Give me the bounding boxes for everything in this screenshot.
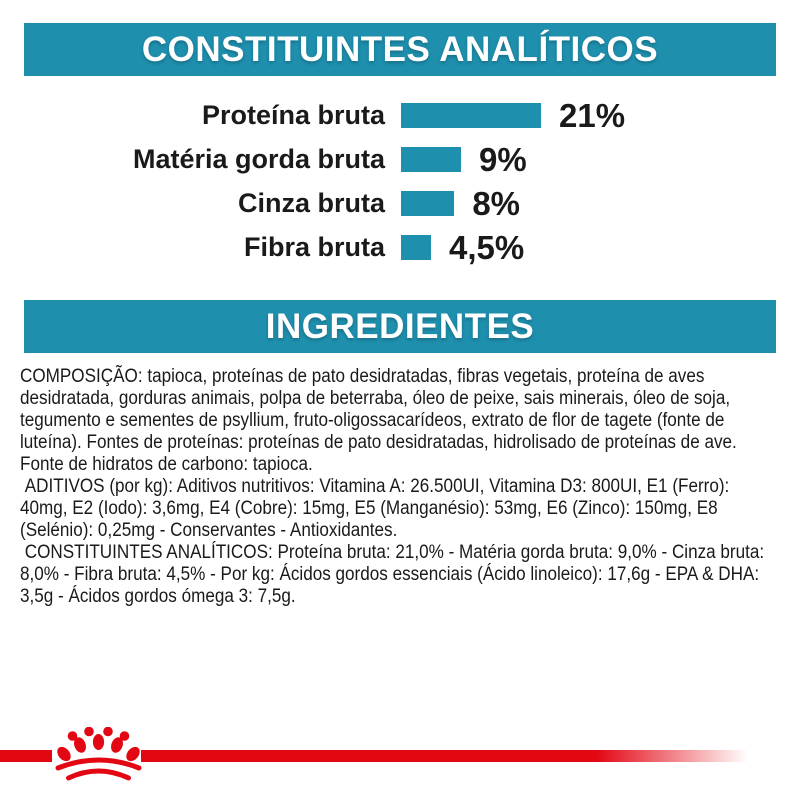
analytical-paragraph: CONSTITUINTES ANALÍTICOS: Proteína bruta: 21,0% - Matéria gorda bruta: 9,0% - Cinza bruta: 8,0% - Fibra bruta: 4,5% - Por kg: Ácidos gordos essenciais (Ácido linoleico): 17,6g - EPA & DHA: 3,5g - Ácidos gordos ómega 3: 7,5g. — [20, 542, 769, 607]
chart-row — [0, 140, 800, 178]
royal-canin-crown-icon — [55, 727, 143, 781]
bar — [401, 103, 541, 128]
ingredients-text-block — [20, 366, 781, 608]
chart-row — [0, 228, 800, 266]
ingredients-banner — [24, 300, 776, 353]
bar — [401, 147, 461, 172]
bar-value-label: 8% — [472, 184, 521, 222]
bar-category-label: Fibra bruta — [243, 232, 385, 262]
additives-paragraph: ADITIVOS (por kg): Aditivos nutritivos: Vitamina A: 26.500UI, Vitamina D3: 800UI, E1 (Ferro): 40mg, E2 (Iodo): 3,6mg, E4 (Cobre): 15mg, E5 (Manganésio): 53mg, E6 (Zinco): 150mg, E8 (Selénio): 0,25mg - Conservantes - Antioxidantes. — [20, 476, 735, 541]
composition-paragraph: COMPOSIÇÃO: tapioca, proteínas de pato desidratadas, fibras vegetais, proteína de aves desidratada, gorduras animais, polpa de beterraba, óleo de peixe, sais minerais, óleo de soja, tegumento e sementes de psyllium, fruto-oligossacarídeos, extrato de flor de tagete (fonte de luteína). Fontes de proteínas: proteínas de pato desidratadas, hidrolisado de proteínas de ave. Fonte de hidratos de carbono: tapioca. — [20, 366, 742, 475]
bar — [401, 191, 454, 216]
red-band-left — [0, 750, 52, 762]
ingredients-banner-title: INGREDIENTES — [265, 306, 535, 346]
bar-category-label: Matéria gorda bruta — [132, 144, 385, 174]
analytical-bar-chart — [0, 96, 800, 279]
bar-value-label: 4,5% — [449, 228, 525, 266]
red-band-right — [141, 750, 748, 762]
bar-category-label: Cinza bruta — [237, 188, 385, 218]
chart-row — [0, 184, 800, 222]
analytical-constituents-banner — [24, 23, 776, 76]
bar-category-label: Proteína bruta — [201, 100, 385, 130]
analytical-banner-title: CONSTITUINTES ANALÍTICOS — [141, 29, 659, 69]
bar-value-label: 9% — [479, 140, 527, 178]
bar-value-label: 21% — [559, 96, 626, 134]
bar — [401, 235, 431, 260]
chart-row — [0, 96, 800, 134]
